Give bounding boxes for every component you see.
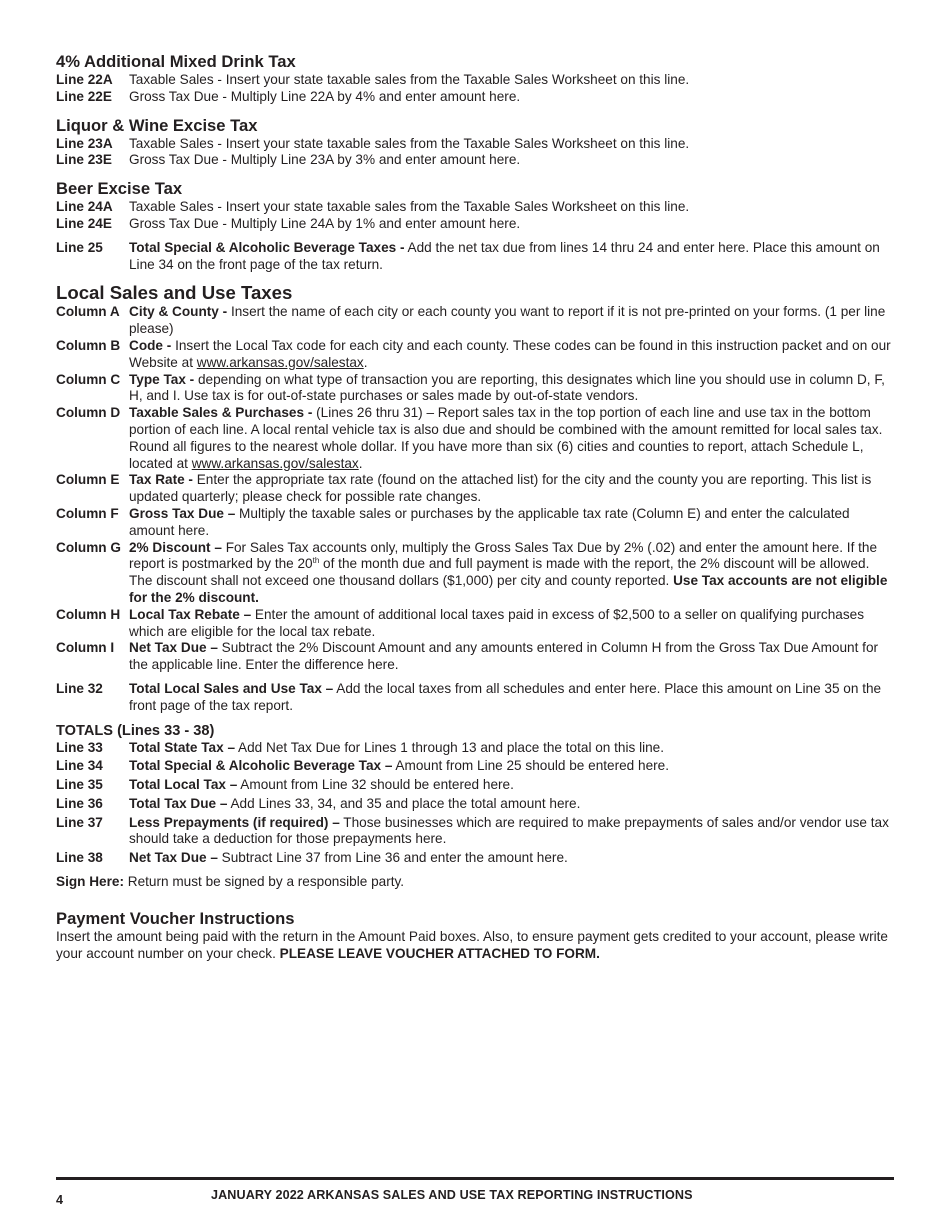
line-label: Line 25 xyxy=(56,239,103,255)
column-g xyxy=(56,540,894,607)
line-35 xyxy=(56,777,894,794)
column-text: Type Tax - depending on what type of transaction you are reporting, this designates which line you should use in column D, F, H, and I. Use tax is for out-of-state purchases or sales made by out-of-state vendors. xyxy=(129,371,885,404)
section-title-local: Local Sales and Use Taxes xyxy=(56,282,293,304)
line-label: Line 34 xyxy=(56,758,103,774)
column-e xyxy=(56,472,894,506)
column-f xyxy=(56,506,894,540)
line-33 xyxy=(56,740,894,757)
line-label: Line 37 xyxy=(56,814,103,830)
line-text: Taxable Sales - Insert your state taxable sales from the Taxable Sales Worksheet on this line. xyxy=(129,199,690,215)
line-text: Taxable Sales - Insert your state taxable sales from the Taxable Sales Worksheet on this line. xyxy=(129,72,690,87)
column-label: Column G xyxy=(56,539,121,555)
column-h xyxy=(56,607,894,641)
column-label: Column E xyxy=(56,472,120,488)
page-number: 4 xyxy=(56,1193,64,1207)
line-text: Total Local Sales and Use Tax – Add the local taxes from all schedules and enter here. Place this amount on Line 35 on the front page of the tax report. xyxy=(129,680,882,713)
line-22e xyxy=(56,89,894,106)
line-text: Total Local Tax – Amount from Line 32 should be entered here. xyxy=(129,777,514,793)
section-title-voucher: Payment Voucher Instructions xyxy=(56,908,295,928)
line-22a xyxy=(56,72,894,89)
line-label: Line 36 xyxy=(56,795,103,811)
column-c xyxy=(56,372,894,406)
section-title-totals: TOTALS (Lines 33 - 38) xyxy=(56,722,215,739)
column-label: Column B xyxy=(56,337,121,353)
line-37 xyxy=(56,815,894,849)
line-24e xyxy=(56,216,894,233)
column-label: Column H xyxy=(56,606,121,622)
line-text: Net Tax Due – Subtract Line 37 from Line 36 and enter the amount here. xyxy=(129,850,568,866)
sign-here: Sign Here: Return must be signed by a responsible party. xyxy=(56,874,405,890)
line-label: Line 23E xyxy=(56,152,112,168)
voucher-instructions: Insert the amount being paid with the return in the Amount Paid boxes. Also, to ensure payment gets credited to your account, please write your account number on your check. PLEASE LEAVE VOUCHER ATTACHED TO FORM. xyxy=(56,928,888,961)
line-label: Line 22A xyxy=(56,72,113,87)
column-text: Tax Rate - Enter the appropriate tax rate (found on the attached list) for the city and the county you are reporting. This list is updated quarterly; please check for possible rate changes. xyxy=(129,472,872,505)
line-38 xyxy=(56,850,894,867)
column-a xyxy=(56,304,894,338)
line-36 xyxy=(56,796,894,813)
line-text: Total Tax Due – Add Lines 33, 34, and 35 and place the total amount here. xyxy=(129,795,581,811)
line-text: Gross Tax Due - Multiply Line 22A by 4% and enter amount here. xyxy=(129,88,521,104)
column-text: Net Tax Due – Subtract the 2% Discount Amount and any amounts entered in Column H from the Gross Tax Due Amount for the applicable line. Enter the difference here. xyxy=(129,640,879,673)
line-text: Total State Tax – Add Net Tax Due for Lines 1 through 13 and place the total on this line. xyxy=(129,739,665,755)
line-label: Line 35 xyxy=(56,777,103,793)
column-label: Column A xyxy=(56,304,120,320)
section-title-beer: Beer Excise Tax xyxy=(56,179,183,199)
section-title-liquor-wine: Liquor & Wine Excise Tax xyxy=(56,115,258,135)
column-label: Column F xyxy=(56,505,119,521)
column-text: 2% Discount – For Sales Tax accounts only, multiply the Gross Sales Tax Due by 2% (.02) and enter the amount here. If the report is postmarked by the 20th of the month due and full payment is made with the report, the 2% discount will be allowed. The discount shall not exceed one thousand dollars ($1,000) per city and county reported. Use Tax accounts are not eligible for the 2% discount. xyxy=(129,539,888,605)
column-b xyxy=(56,338,894,372)
line-24a xyxy=(56,199,894,216)
column-label: Column C xyxy=(56,371,121,387)
line-text: Gross Tax Due - Multiply Line 24A by 1% and enter amount here. xyxy=(129,215,521,231)
line-text: Gross Tax Due - Multiply Line 23A by 3% and enter amount here. xyxy=(129,152,521,168)
salestax-link[interactable]: www.arkansas.gov/salestax xyxy=(191,455,359,471)
salestax-link[interactable]: www.arkansas.gov/salestax xyxy=(196,354,364,370)
column-text: Code - Insert the Local Tax code for each city and each county. These codes can be found in this instruction packet and on our Website at www.arkansas.gov/salestax. xyxy=(129,337,891,370)
line-label: Line 23A xyxy=(56,135,113,151)
line-34 xyxy=(56,758,894,775)
line-23e xyxy=(56,152,894,169)
column-text: Taxable Sales & Purchases - (Lines 26 thru 31) – Report sales tax in the top portion of each line and use tax in the bottom portion of each line. A local rental vehicle tax is also due and should be combined with the amount remitted for local sales tax. Round all figures to the nearest whole dollar. If you have more than six (6) cities and counties to report, attach Schedule L, located at www.arkansas.gov/salestax. xyxy=(129,405,883,471)
footer-title: JANUARY 2022 ARKANSAS SALES AND USE TAX REPORTING INSTRUCTIONS xyxy=(211,1188,693,1202)
line-label: Line 32 xyxy=(56,680,103,696)
column-text: City & County - Insert the name of each city or each county you want to report if it is not pre-printed on your forms. (1 per line please) xyxy=(129,304,886,337)
column-label: Column I xyxy=(56,640,115,656)
column-label: Column D xyxy=(56,405,121,421)
column-text: Local Tax Rebate – Enter the amount of additional local taxes paid in excess of $2,500 to a seller on qualifying purchases which are eligible for the local tax rebate. xyxy=(129,606,864,639)
footer-divider xyxy=(56,1177,894,1180)
line-label: Line 38 xyxy=(56,850,103,866)
line-32 xyxy=(56,681,894,715)
line-25 xyxy=(56,240,894,274)
column-text: Gross Tax Due – Multiply the taxable sales or purchases by the applicable tax rate (Column E) and enter the calculated amount here. xyxy=(129,505,850,538)
line-text: Total Special & Alcoholic Beverage Tax – Amount from Line 25 should be entered here. xyxy=(129,758,669,774)
line-text: Less Prepayments (if required) – Those businesses which are required to make prepayments of sales and/or vendor use tax should take a deduction for those prepayments here. xyxy=(129,814,889,847)
column-i xyxy=(56,640,894,674)
column-d xyxy=(56,405,894,472)
instructions-page xyxy=(56,52,894,962)
line-label: Line 24A xyxy=(56,199,113,215)
line-23a xyxy=(56,136,894,153)
line-label: Line 24E xyxy=(56,215,112,231)
line-label: Line 33 xyxy=(56,739,103,755)
line-text: Taxable Sales - Insert your state taxable sales from the Taxable Sales Worksheet on this line. xyxy=(129,135,690,151)
section-title-mixed-drink: 4% Additional Mixed Drink Tax xyxy=(56,52,296,71)
line-text: Total Special & Alcoholic Beverage Taxes - Add the net tax due from lines 14 thru 24 and enter here. Place this amount on Line 34 on the front page of the tax return. xyxy=(129,239,880,272)
line-label: Line 22E xyxy=(56,88,112,104)
